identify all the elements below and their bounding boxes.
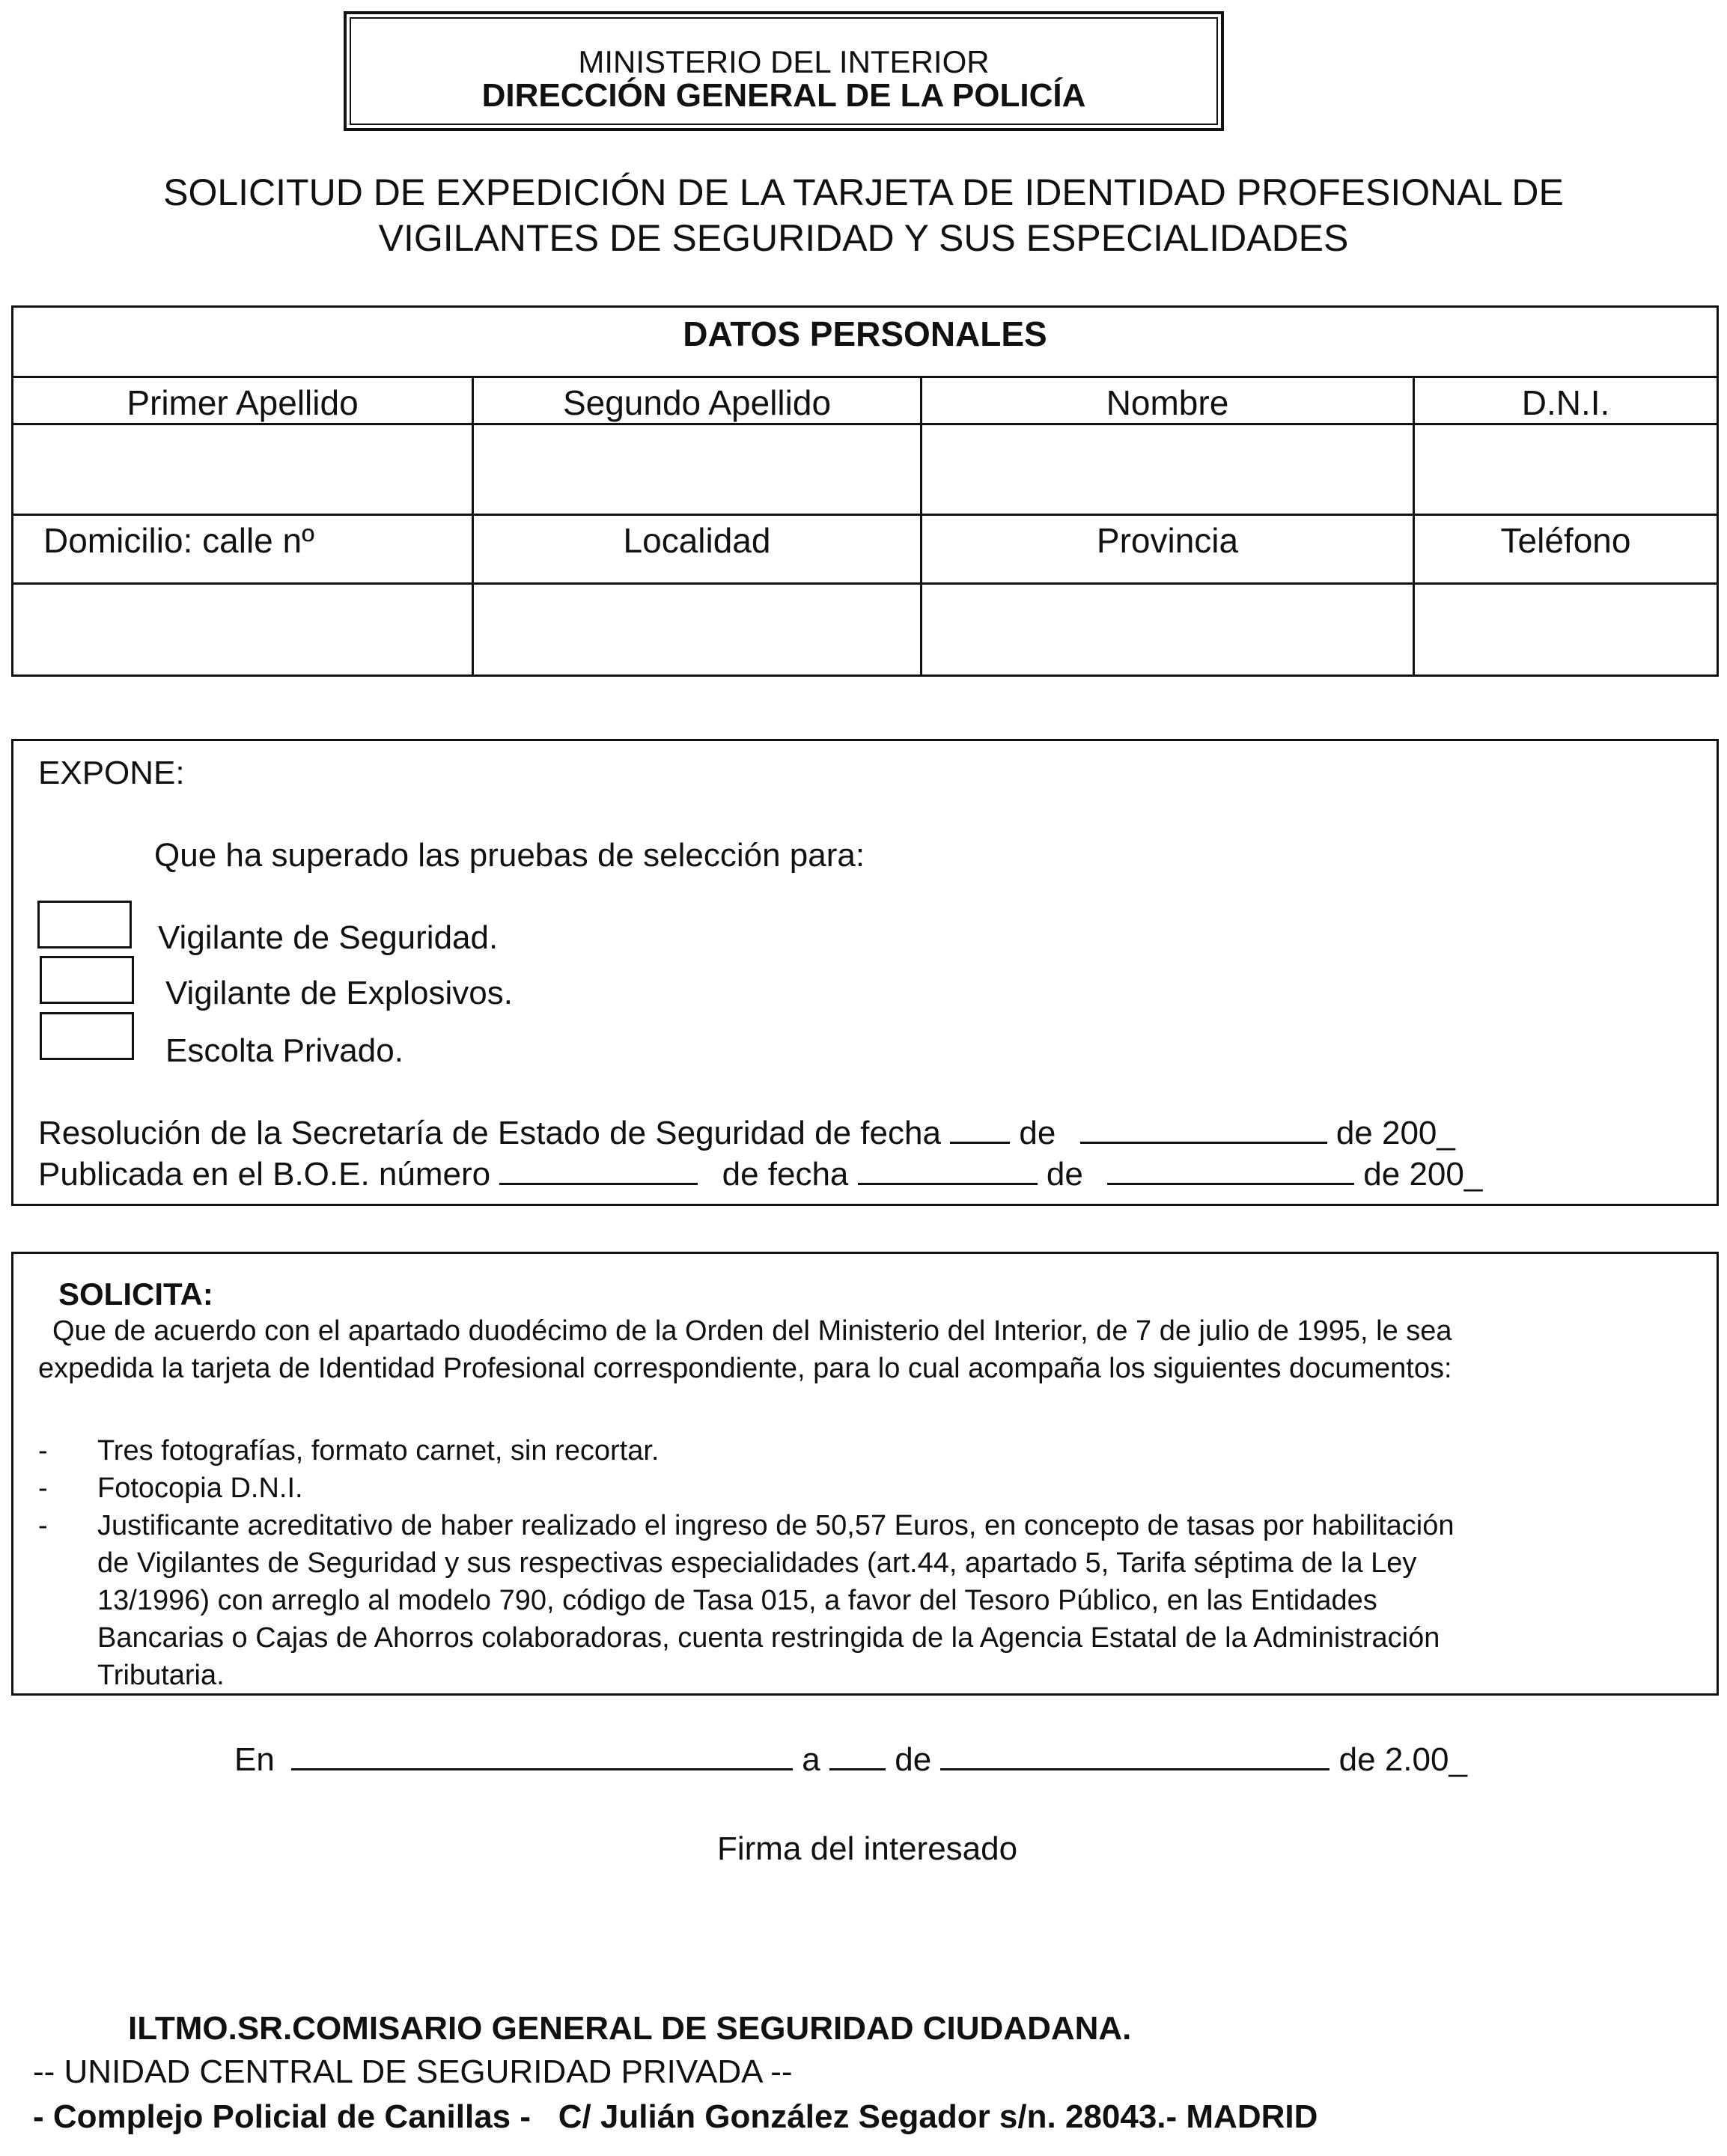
document-item: Justificante acreditativo de haber realizado el ingreso de 50,57 Euros, en concepto de tasas por habilitación (97, 1510, 1455, 1541)
bullet: - (38, 1510, 48, 1541)
label-domicilio: Domicilio: calle nº (13, 515, 473, 584)
boe-day-field[interactable] (858, 1155, 1038, 1185)
address: - Complejo Policial de Canillas - C/ Julián González Segador s/n. 28043.- MADRID (33, 2098, 1318, 2135)
de-label: de (1019, 1115, 1056, 1151)
boe-number-field[interactable] (499, 1155, 698, 1185)
expone-intro: Que ha superado las pruebas de selección para: (154, 837, 865, 874)
option-label: Escolta Privado. (165, 1032, 403, 1069)
bullet: - (38, 1473, 48, 1504)
field-primer-apellido[interactable] (13, 424, 473, 515)
document-item: de Vigilantes de Seguridad y sus respectivas especialidades (art.44, apartado 5, Tarifa séptima de la Ley (97, 1547, 1417, 1579)
publicada-label: Publicada en el B.O.E. número (38, 1156, 491, 1193)
field-nombre[interactable] (922, 424, 1414, 515)
form-title-line2: VIGILANTES DE SEGURIDAD Y SUS ESPECIALIDADES (378, 217, 1349, 259)
personal-data-table (11, 305, 1719, 677)
solicita-text: Que de acuerdo con el apartado duodécimo de la Orden del Ministerio del Interior, de 7 de julio de 1995, le sea (52, 1315, 1452, 1347)
field-localidad[interactable] (473, 584, 922, 676)
checkbox-vigilante-seguridad[interactable] (37, 901, 132, 948)
resolucion-month-field[interactable] (1080, 1114, 1327, 1144)
month-field[interactable] (940, 1741, 1329, 1770)
solicita-section (11, 1252, 1719, 1696)
option-label: Vigilante de Seguridad. (158, 919, 499, 956)
field-telefono[interactable] (1414, 584, 1718, 676)
resolucion-line (38, 1114, 1455, 1152)
a-label: a (802, 1741, 820, 1778)
addressee: ILTMO.SR.COMISARIO GENERAL DE SEGURIDAD CIUDADANA. (128, 2010, 1132, 2047)
de-label: de (895, 1741, 932, 1778)
en-label: En (234, 1741, 275, 1778)
ministry-name: MINISTERIO DEL INTERIOR (578, 44, 990, 79)
label-provincia: Provincia (922, 515, 1414, 584)
field-domicilio[interactable] (13, 584, 473, 676)
publicada-line (38, 1155, 1482, 1193)
expone-heading: EXPONE: (38, 755, 185, 791)
de-label: de (1046, 1156, 1083, 1193)
document-item: Tres fotografías, formato carnet, sin recortar. (97, 1435, 660, 1467)
option-label: Vigilante de Explosivos. (165, 975, 513, 1011)
signature-label: Firma del interesado (717, 1830, 1018, 1867)
label-nombre: Nombre (922, 377, 1414, 424)
label-primer-apellido: Primer Apellido (13, 377, 473, 424)
label-dni: D.N.I. (1414, 377, 1718, 424)
document-item: Tributaria. (97, 1660, 225, 1691)
document-item: Bancarias o Cajas de Ahorros colaboradoras, cuenta restringida de la Agencia Estatal de la Administración (97, 1622, 1440, 1654)
form-title-line1: SOLICITUD DE EXPEDICIÓN DE LA TARJETA DE IDENTIDAD PROFESIONAL DE (163, 171, 1564, 213)
resolucion-day-field[interactable] (950, 1114, 1010, 1144)
fecha-label: de fecha (722, 1156, 849, 1193)
directorate-name: DIRECCIÓN GENERAL DE LA POLICÍA (481, 77, 1086, 114)
field-segundo-apellido[interactable] (473, 424, 922, 515)
checkbox-escolta-privado[interactable] (40, 1012, 134, 1060)
date-place-line (234, 1741, 1467, 1779)
document-item: Fotocopia D.N.I. (97, 1473, 303, 1504)
unit-name: -- UNIDAD CENTRAL DE SEGURIDAD PRIVADA -- (33, 2053, 793, 2090)
label-segundo-apellido: Segundo Apellido (473, 377, 922, 424)
place-field[interactable] (291, 1741, 793, 1770)
label-telefono: Teléfono (1414, 515, 1718, 584)
year-label: de 2.00_ (1338, 1741, 1467, 1778)
solicita-heading: SOLICITA: (58, 1276, 213, 1312)
expone-section (11, 739, 1719, 1206)
bullet: - (38, 1435, 48, 1467)
document-item: 13/1996) con arreglo al modelo 790, código de Tasa 015, a favor del Tesoro Público, en las Entidades (97, 1585, 1377, 1616)
solicita-text: expedida la tarjeta de Identidad Profesional correspondiente, para lo cual acompaña los siguientes documentos: (38, 1353, 1452, 1384)
resolucion-label: Resolución de la Secretaría de Estado de Seguridad de fecha (38, 1115, 941, 1151)
day-field[interactable] (829, 1741, 886, 1770)
field-provincia[interactable] (922, 584, 1414, 676)
datos-heading: DATOS PERSONALES (13, 307, 1718, 377)
year-label: de 200_ (1363, 1156, 1483, 1193)
year-label: de 200_ (1335, 1115, 1455, 1151)
header-box (344, 11, 1224, 131)
label-localidad: Localidad (473, 515, 922, 584)
field-dni[interactable] (1414, 424, 1718, 515)
boe-month-field[interactable] (1107, 1155, 1354, 1185)
checkbox-vigilante-explosivos[interactable] (40, 956, 134, 1004)
